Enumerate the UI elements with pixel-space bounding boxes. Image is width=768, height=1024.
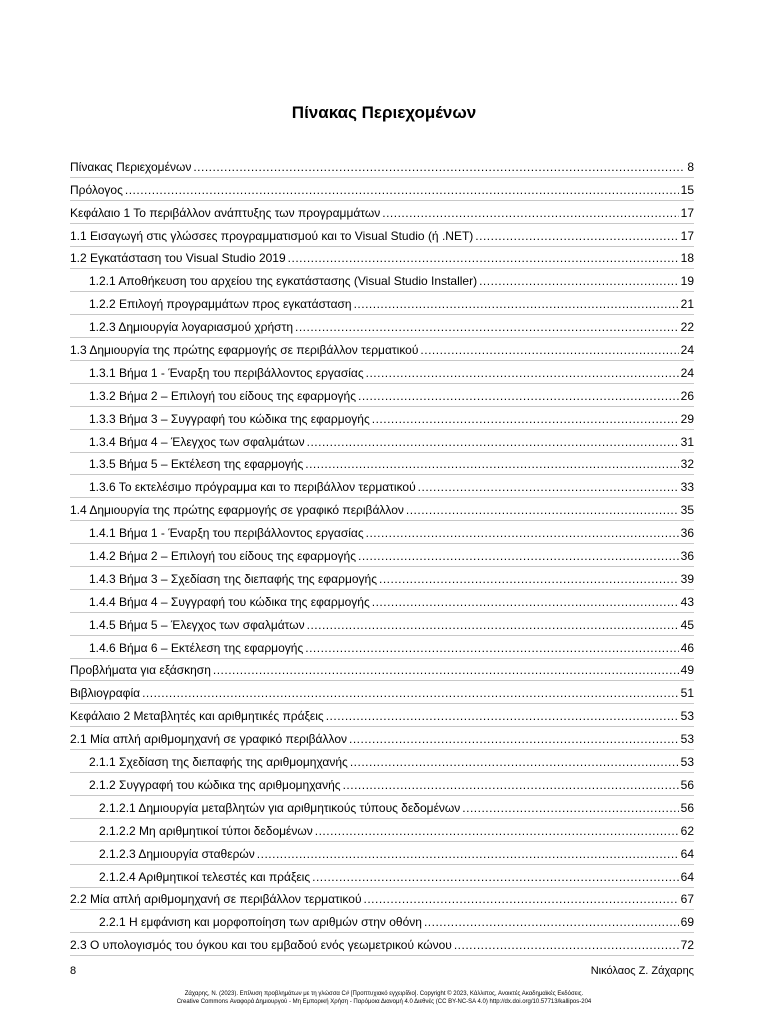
toc-entry-page: 8: [687, 159, 694, 174]
toc-entry-page: 69: [680, 915, 694, 930]
toc-entry-page: 53: [680, 709, 694, 724]
toc-entry-title: 1.2.2 Επιλογή προγραμμάτων προς εγκατάσταση: [89, 297, 352, 312]
footer-author: Νικόλαος Ζ. Ζάχαρης: [590, 965, 694, 977]
toc-entry-page: 24: [680, 343, 694, 358]
toc-entry[interactable]: [70, 384, 694, 407]
toc-entry-title: 2.1.2.4 Αριθμητικοί τελεστές και πράξεις: [99, 869, 311, 884]
toc-entry-title: 1.2.1 Αποθήκευση του αρχείου της εγκατάστασης (Visual Studio Installer): [89, 274, 478, 289]
toc-entry-title: 1.3.3 Βήμα 3 – Συγγραφή του κώδικα της εφαρμογής: [89, 411, 370, 426]
toc-entry[interactable]: [70, 888, 694, 911]
toc-dot-leader: [343, 778, 679, 792]
toc-entry-title: 1.3.5 Βήμα 5 – Εκτέλεση της εφαρμογής: [89, 457, 304, 472]
citation-line: Ζάχαρης, Ν. (2023). Επίλυση προβλημάτων με τη γλώσσα C# [Προπτυχιακό εγχειρίδιο]. Copyright © 2023, Κάλλιπος, Ανοικτές Ακαδημαϊκές Εκδόσεις.: [184, 991, 584, 997]
toc-entry[interactable]: [70, 933, 694, 956]
toc-dot-leader: [213, 663, 679, 677]
toc-entry-page: 33: [680, 480, 694, 495]
toc-entry-title: Προβλήματα για εξάσκηση: [70, 663, 211, 678]
toc-dot-leader: [295, 320, 679, 334]
toc-entry[interactable]: [70, 590, 694, 613]
toc-entry-title: 2.1.1 Σχεδίαση της διεπαφής της αριθμομηχανής: [89, 755, 348, 770]
toc-dot-leader: [326, 709, 679, 723]
toc-entry-page: 43: [680, 594, 694, 609]
toc-entry-page: 35: [680, 503, 694, 518]
toc-entry[interactable]: [70, 842, 694, 865]
toc-dot-leader: [420, 343, 678, 357]
toc-entry[interactable]: [70, 910, 694, 933]
toc-entry-title: 2.1 Μία απλή αριθμομηχανή σε γραφικό περιβάλλον: [70, 732, 347, 747]
toc-entry-title: 2.1.2.3 Δημιουργία σταθερών: [99, 846, 255, 861]
toc-dot-leader: [125, 183, 679, 197]
toc-entry-page: 21: [680, 297, 694, 312]
toc-dot-leader: [366, 366, 679, 380]
toc-entry[interactable]: [70, 498, 694, 521]
toc-dot-leader: [312, 870, 679, 884]
toc-entry-title: 2.1.2 Συγγραφή του κώδικα της αριθμομηχανής: [89, 777, 341, 792]
toc-entry[interactable]: [70, 178, 694, 201]
toc-entry-page: 45: [680, 617, 694, 632]
toc-entry-page: 53: [680, 755, 694, 770]
toc-entry[interactable]: [70, 567, 694, 590]
toc-entry-title: 1.4.3 Βήμα 3 – Σχεδίαση της διεπαφής της εφαρμογής: [89, 571, 377, 586]
page-title: Πίνακας Περιεχομένων: [291, 103, 477, 122]
toc-entry-page: 15: [680, 182, 694, 197]
toc-entry-page: 32: [680, 457, 694, 472]
toc-dot-leader: [349, 732, 679, 746]
toc-entry[interactable]: [70, 269, 694, 292]
toc-entry-page: 17: [680, 228, 694, 243]
toc-entry-page: 67: [680, 892, 694, 907]
toc-entry-page: 62: [680, 823, 694, 838]
toc-dot-leader: [379, 572, 679, 586]
toc-entry[interactable]: [70, 475, 694, 498]
toc-entry-title: 1.4.6 Βήμα 6 – Εκτέλεση της εφαρμογής: [89, 640, 304, 655]
toc-dot-leader: [315, 824, 679, 838]
toc-entry[interactable]: [70, 521, 694, 544]
toc-entry-title: 2.3 Ο υπολογισμός του όγκου και του εμβαδού ενός γεωμετρικού κώνου: [70, 938, 452, 953]
toc-entry-title: 2.2 Μία απλή αριθμομηχανή σε περιβάλλον τερματικού: [70, 892, 362, 907]
toc-dot-leader: [382, 206, 678, 220]
toc-entry[interactable]: [70, 704, 694, 727]
toc-dot-leader: [307, 618, 679, 632]
toc-dot-leader: [372, 595, 679, 609]
toc-entry-page: 64: [680, 846, 694, 861]
toc-entry[interactable]: [70, 201, 694, 224]
toc-entry[interactable]: [70, 544, 694, 567]
toc-dot-leader: [307, 435, 679, 449]
toc-entry-page: 36: [680, 526, 694, 541]
toc-entry-page: 39: [680, 571, 694, 586]
toc-entry[interactable]: [70, 613, 694, 636]
toc-entry[interactable]: [70, 453, 694, 476]
toc-entry-title: 2.1.2.1 Δημιουργία μεταβλητών για αριθμητικούς τύπους δεδομένων: [99, 800, 461, 815]
toc-entry[interactable]: [70, 292, 694, 315]
toc-dot-leader: [406, 503, 679, 517]
toc-entry-title: 1.4 Δημιουργία της πρώτης εφαρμογής σε γραφικό περιβάλλον: [70, 503, 404, 518]
toc-entry-title: Πρόλογος: [70, 182, 123, 197]
toc-dot-leader: [257, 847, 679, 861]
toc-entry-page: 19: [680, 274, 694, 289]
toc-entry[interactable]: [70, 338, 694, 361]
toc-entry[interactable]: [70, 224, 694, 247]
toc-entry-page: 29: [680, 411, 694, 426]
toc-dot-leader: [424, 915, 679, 929]
toc-entry-title: 2.1.2.2 Μη αριθμητικοί τύποι δεδομένων: [99, 823, 313, 838]
toc-entry[interactable]: [70, 155, 694, 178]
toc-dot-leader: [354, 297, 679, 311]
toc-dot-leader: [358, 549, 679, 563]
toc-entry-page: 31: [680, 434, 694, 449]
toc-dot-leader: [418, 480, 679, 494]
toc-dot-leader: [462, 801, 678, 815]
page-footer: [70, 965, 694, 977]
toc-dot-leader: [475, 229, 678, 243]
toc-entry-title: 1.3.4 Βήμα 4 – Έλεγχος των σφαλμάτων: [89, 434, 305, 449]
toc-entry-title: 1.3.2 Βήμα 2 – Επιλογή του είδους της εφαρμογής: [89, 388, 357, 403]
toc-entry-title: 1.3 Δημιουργία της πρώτης εφαρμογής σε περιβάλλον τερματικού: [70, 343, 419, 358]
toc-entry[interactable]: [70, 819, 694, 842]
toc-entry-page: 56: [680, 777, 694, 792]
toc-entry-title: 1.4.4 Βήμα 4 – Συγγραφή του κώδικα της εφαρμογής: [89, 594, 370, 609]
toc-dot-leader: [364, 892, 679, 906]
toc-entry[interactable]: [70, 636, 694, 659]
toc-entry-page: 36: [680, 549, 694, 564]
toc-entry-page: 17: [680, 205, 694, 220]
citation-note: [70, 991, 698, 1006]
toc-entry-page: 26: [680, 388, 694, 403]
toc-entry-title: Κεφάλαιο 1 Το περιβάλλον ανάπτυξης των προγραμμάτων: [70, 205, 381, 220]
toc-dot-leader: [142, 686, 679, 700]
toc-entry-page: 72: [680, 938, 694, 953]
toc-entry[interactable]: [70, 773, 694, 796]
toc-entry-page: 46: [680, 640, 694, 655]
toc-dot-leader: [358, 389, 679, 403]
toc-entry[interactable]: [70, 727, 694, 750]
toc-entry-title: 1.4.2 Βήμα 2 – Επιλογή του είδους της εφαρμογής: [89, 549, 357, 564]
table-of-contents: [70, 155, 694, 956]
toc-entry[interactable]: [70, 361, 694, 384]
toc-entry[interactable]: [70, 430, 694, 453]
toc-entry-page: 51: [680, 686, 694, 701]
toc-entry[interactable]: [70, 750, 694, 773]
toc-dot-leader: [372, 412, 679, 426]
toc-dot-leader: [193, 160, 685, 174]
toc-entry[interactable]: [70, 681, 694, 704]
toc-entry-page: 56: [680, 800, 694, 815]
toc-entry-title: 1.4.1 Βήμα 1 - Έναρξη του περιβάλλοντος εργασίας: [89, 526, 364, 541]
toc-entry[interactable]: [70, 659, 694, 682]
toc-entry-title: 1.3.1 Βήμα 1 - Έναρξη του περιβάλλοντος εργασίας: [89, 365, 364, 380]
toc-dot-leader: [350, 755, 679, 769]
toc-entry-page: 24: [680, 365, 694, 380]
toc-entry-title: 2.2.1 Η εμφάνιση και μορφοποίηση των αριθμών στην οθόνη: [99, 915, 422, 930]
toc-dot-leader: [479, 274, 679, 288]
toc-dot-leader: [305, 641, 678, 655]
toc-entry-title: 1.1 Εισαγωγή στις γλώσσες προγραμματισμού και το Visual Studio (ή .NET): [70, 228, 474, 243]
toc-entry[interactable]: [70, 315, 694, 338]
toc-entry[interactable]: [70, 796, 694, 819]
toc-entry[interactable]: [70, 407, 694, 430]
toc-entry-title: 1.4.5 Βήμα 5 – Έλεγχος των σφαλμάτων: [89, 617, 305, 632]
toc-entry-title: 1.3.6 Το εκτελέσιμο πρόγραμμα και το περιβάλλον τερματικού: [89, 480, 416, 495]
toc-entry[interactable]: [70, 247, 694, 270]
toc-entry-page: 49: [680, 663, 694, 678]
footer-page-number: 8: [70, 965, 77, 977]
license-line: Creative Commons Αναφορά Δημιουργού - Μη Εμπορική Χρήση - Παρόμοια Διανομή 4.0 Διεθνές (CC BY-NC-SA 4.0) http://dx.doi.org/10.57713/kallipos-204: [176, 998, 592, 1005]
toc-entry-title: Πίνακας Περιεχομένων: [70, 159, 192, 174]
toc-entry[interactable]: [70, 865, 694, 888]
toc-entry-page: 64: [680, 869, 694, 884]
toc-dot-leader: [454, 938, 679, 952]
toc-entry-page: 53: [680, 732, 694, 747]
toc-entry-title: Κεφάλαιο 2 Μεταβλητές και αριθμητικές πράξεις: [70, 709, 324, 724]
toc-dot-leader: [305, 457, 678, 471]
toc-dot-leader: [288, 251, 679, 265]
toc-entry-page: 22: [680, 320, 694, 335]
toc-entry-title: 1.2.3 Δημιουργία λογαριασμού χρήστη: [89, 320, 293, 335]
toc-entry-title: Βιβλιογραφία: [70, 686, 141, 701]
toc-dot-leader: [366, 526, 679, 540]
toc-entry-page: 18: [680, 251, 694, 266]
toc-entry-title: 1.2 Εγκατάσταση του Visual Studio 2019: [70, 251, 286, 266]
